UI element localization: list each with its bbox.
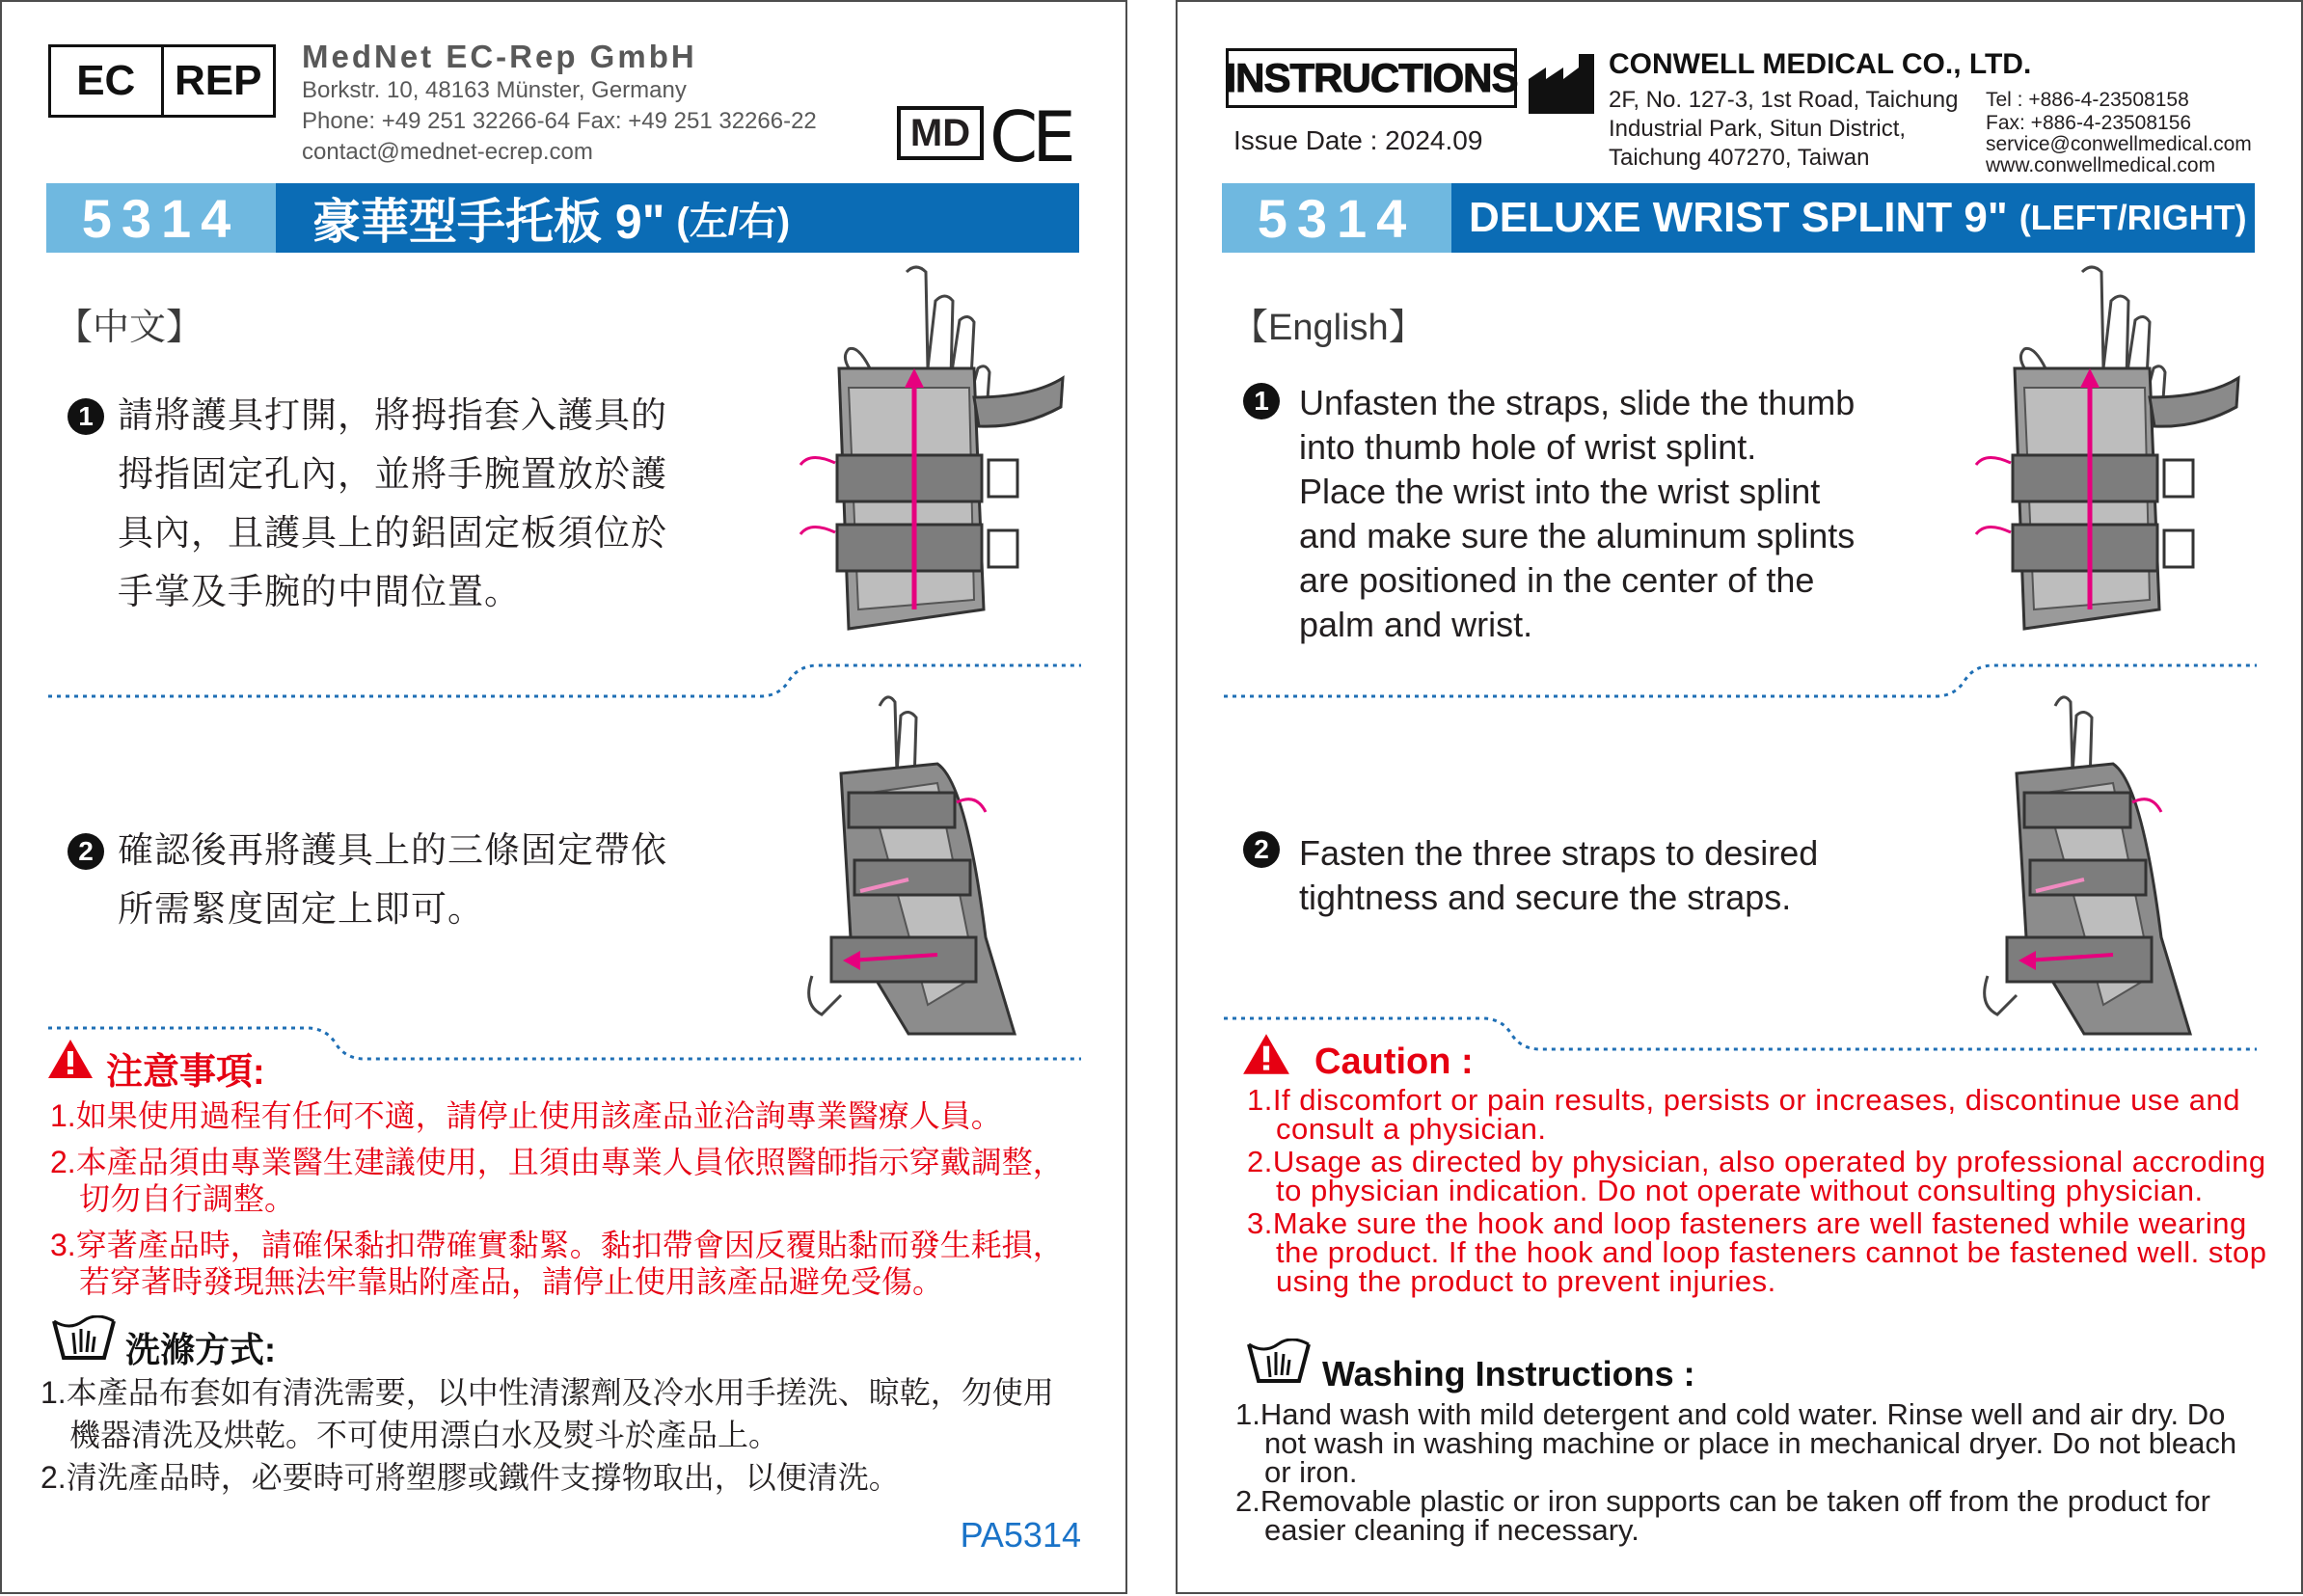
step-1-line: 具內，且護具上的鋁固定板須位於 <box>118 513 667 553</box>
caution-item: 2.Usage as directed by physician, also operated by professional accroding to physician indication. Do not operate without consulting physician. <box>1247 1145 2266 1207</box>
hand-wash-icon <box>52 1315 116 1362</box>
step-2-line: tightness and secure the straps. <box>1299 878 1792 917</box>
product-title <box>1451 183 2255 253</box>
step-1-number: 1 <box>68 398 104 435</box>
step-2-line: 所需緊度固定上即可。 <box>118 889 484 929</box>
step-2-number: 2 <box>68 833 104 870</box>
product-number: 5314 <box>1222 183 1451 253</box>
wash-item: 1.本產品布套如有清洗需要，以中性清潔劑及冷水用手搓洗、晾乾，勿使用機器清洗及烘乾。不可使用漂白水及熨斗於產品上。 <box>41 1375 1054 1452</box>
ec-rep-symbol <box>48 44 276 118</box>
caution-item: 3.Make sure the hook and loop fasteners are well fastened while wearing the product. If the hook and loop fasteners cannot be fastened well. stop using the product to prevent injuries. <box>1247 1206 2267 1298</box>
product-title-text: DELUXE WRIST SPLINT 9" <box>1469 194 2008 241</box>
caution-list <box>1247 1083 2269 1300</box>
step-2-line: 確認後再將護具上的三條固定帶依 <box>118 830 667 870</box>
company-address-line: Industrial Park, Situn District, <box>1609 116 1907 142</box>
ec-rep-phone: Phone: +49 251 32266-64 Fax: +49 251 32266-22 <box>302 108 817 134</box>
company-address-line: Taichung 407270, Taiwan <box>1609 145 1870 171</box>
wash-item: 2.Removable plastic or iron supports can be taken off from the product for easier cleaning if necessary. <box>1235 1484 2210 1547</box>
product-number: 5314 <box>46 183 276 253</box>
caution-item: 3.穿著產品時，請確保黏扣帶確實黏緊。黏扣帶會因反覆貼黏而發生耗損，若穿著時發現無法牢靠貼附產品，請停止使用該產品避免受傷。 <box>50 1228 1064 1299</box>
company-name: CONWELL MEDICAL CO., LTD. <box>1609 48 2032 80</box>
chinese-instruction-panel <box>0 0 1127 1594</box>
step-1-line: 拇指固定孔內，並將手腕置放於護 <box>118 454 667 494</box>
company-email: service@conwellmedical.com <box>1986 133 2252 155</box>
step-2-text <box>1299 831 1974 920</box>
step-1-line: palm and wrist. <box>1299 605 1533 644</box>
instructions-label-box <box>1226 48 1517 108</box>
product-title-side: (LEFT/RIGHT) <box>2019 198 2247 237</box>
splint-fastened-illustration <box>793 687 1043 1043</box>
warning-icon <box>46 1038 95 1080</box>
splint-fastened-illustration <box>1968 687 2219 1043</box>
step-1-line: into thumb hole of wrist splint. <box>1299 427 1757 467</box>
product-title-bar <box>46 183 1079 253</box>
step-2-number: 2 <box>1243 831 1280 868</box>
wash-list <box>1235 1397 2267 1547</box>
company-fax: Fax: +886-4-23508156 <box>1986 112 2192 134</box>
caution-title: Caution : <box>1314 1041 1474 1082</box>
caution-list <box>50 1097 1082 1310</box>
caution-item: 1.If discomfort or pain results, persists or increases, discontinue use and consult a physician. <box>1247 1083 2240 1146</box>
step-1-number: 1 <box>1243 383 1280 419</box>
section-language-label: 【English】 <box>1232 308 1425 348</box>
rep-label: REP <box>175 57 262 104</box>
ce-mark: CE <box>989 96 1070 177</box>
caution-item: 2.本產品須由專業醫生建議使用，且須由專業人員依照醫師指示穿戴調整，切勿自行調整。 <box>50 1145 1064 1216</box>
issue-date: Issue Date : 2024.09 <box>1233 125 1483 155</box>
company-address-line: 2F, No. 127-3, 1st Road, Taichung <box>1609 87 1959 113</box>
ec-label: EC <box>51 47 164 115</box>
caution-title: 注意事項: <box>106 1052 265 1093</box>
step-1-text <box>118 386 754 621</box>
wash-item: 2.清洗產品時，必要時可將塑膠或鐵件支撐物取出，以便清洗。 <box>41 1460 900 1495</box>
wash-item: 1.Hand wash with mild detergent and cold water. Rinse well and air dry. Do not wash in washing machine or place in mechanical dryer. Do not bleach or iron. <box>1235 1397 2237 1489</box>
product-title <box>276 183 1079 253</box>
product-code: PA5314 <box>960 1515 1081 1555</box>
manufacturer-icon <box>1527 50 1600 116</box>
wash-list <box>41 1371 1082 1499</box>
step-1-line: 請將護具打開，將拇指套入護具的 <box>118 395 667 435</box>
instructions-label: INSTRUCTIONS <box>1225 55 1518 100</box>
step-2-line: Fasten the three straps to desired <box>1299 833 1819 873</box>
ec-rep-email: contact@mednet-ecrep.com <box>302 139 593 165</box>
ec-rep-company: MedNet EC-Rep GmbH <box>302 39 697 74</box>
section-language-label: 【中文】 <box>56 308 203 348</box>
company-website: www.conwellmedical.com <box>1986 154 2216 176</box>
warning-icon <box>1241 1032 1291 1076</box>
product-title-bar <box>1222 183 2255 253</box>
step-1-line: Place the wrist into the wrist splint <box>1299 472 1821 511</box>
wash-title: Washing Instructions : <box>1322 1354 1695 1393</box>
step-1-text <box>1299 381 1974 647</box>
md-mark: MD <box>897 106 984 160</box>
hand-wash-icon <box>1247 1339 1311 1385</box>
caution-item: 1.如果使用過程有任何不適，請停止使用該產品並洽詢專業醫療人員。 <box>50 1098 1002 1133</box>
product-title-side: (左/右) <box>676 200 791 243</box>
english-instruction-panel <box>1176 0 2303 1594</box>
step-1-line: 手掌及手腕的中間位置。 <box>118 572 521 611</box>
step-2-text <box>118 821 754 938</box>
splint-open-illustration <box>781 262 1070 658</box>
product-title-text: 豪華型手托板 9" <box>312 195 665 249</box>
step-1-line: are positioned in the center of the <box>1299 560 1815 600</box>
company-tel: Tel : +886-4-23508158 <box>1986 89 2189 111</box>
ec-rep-address: Borkstr. 10, 48163 Münster, Germany <box>302 77 687 103</box>
step-1-line: Unfasten the straps, slide the thumb <box>1299 383 1856 422</box>
splint-open-illustration <box>1957 262 2246 658</box>
step-1-line: and make sure the aluminum splints <box>1299 516 1856 555</box>
wash-title: 洗滌方式: <box>125 1330 276 1369</box>
